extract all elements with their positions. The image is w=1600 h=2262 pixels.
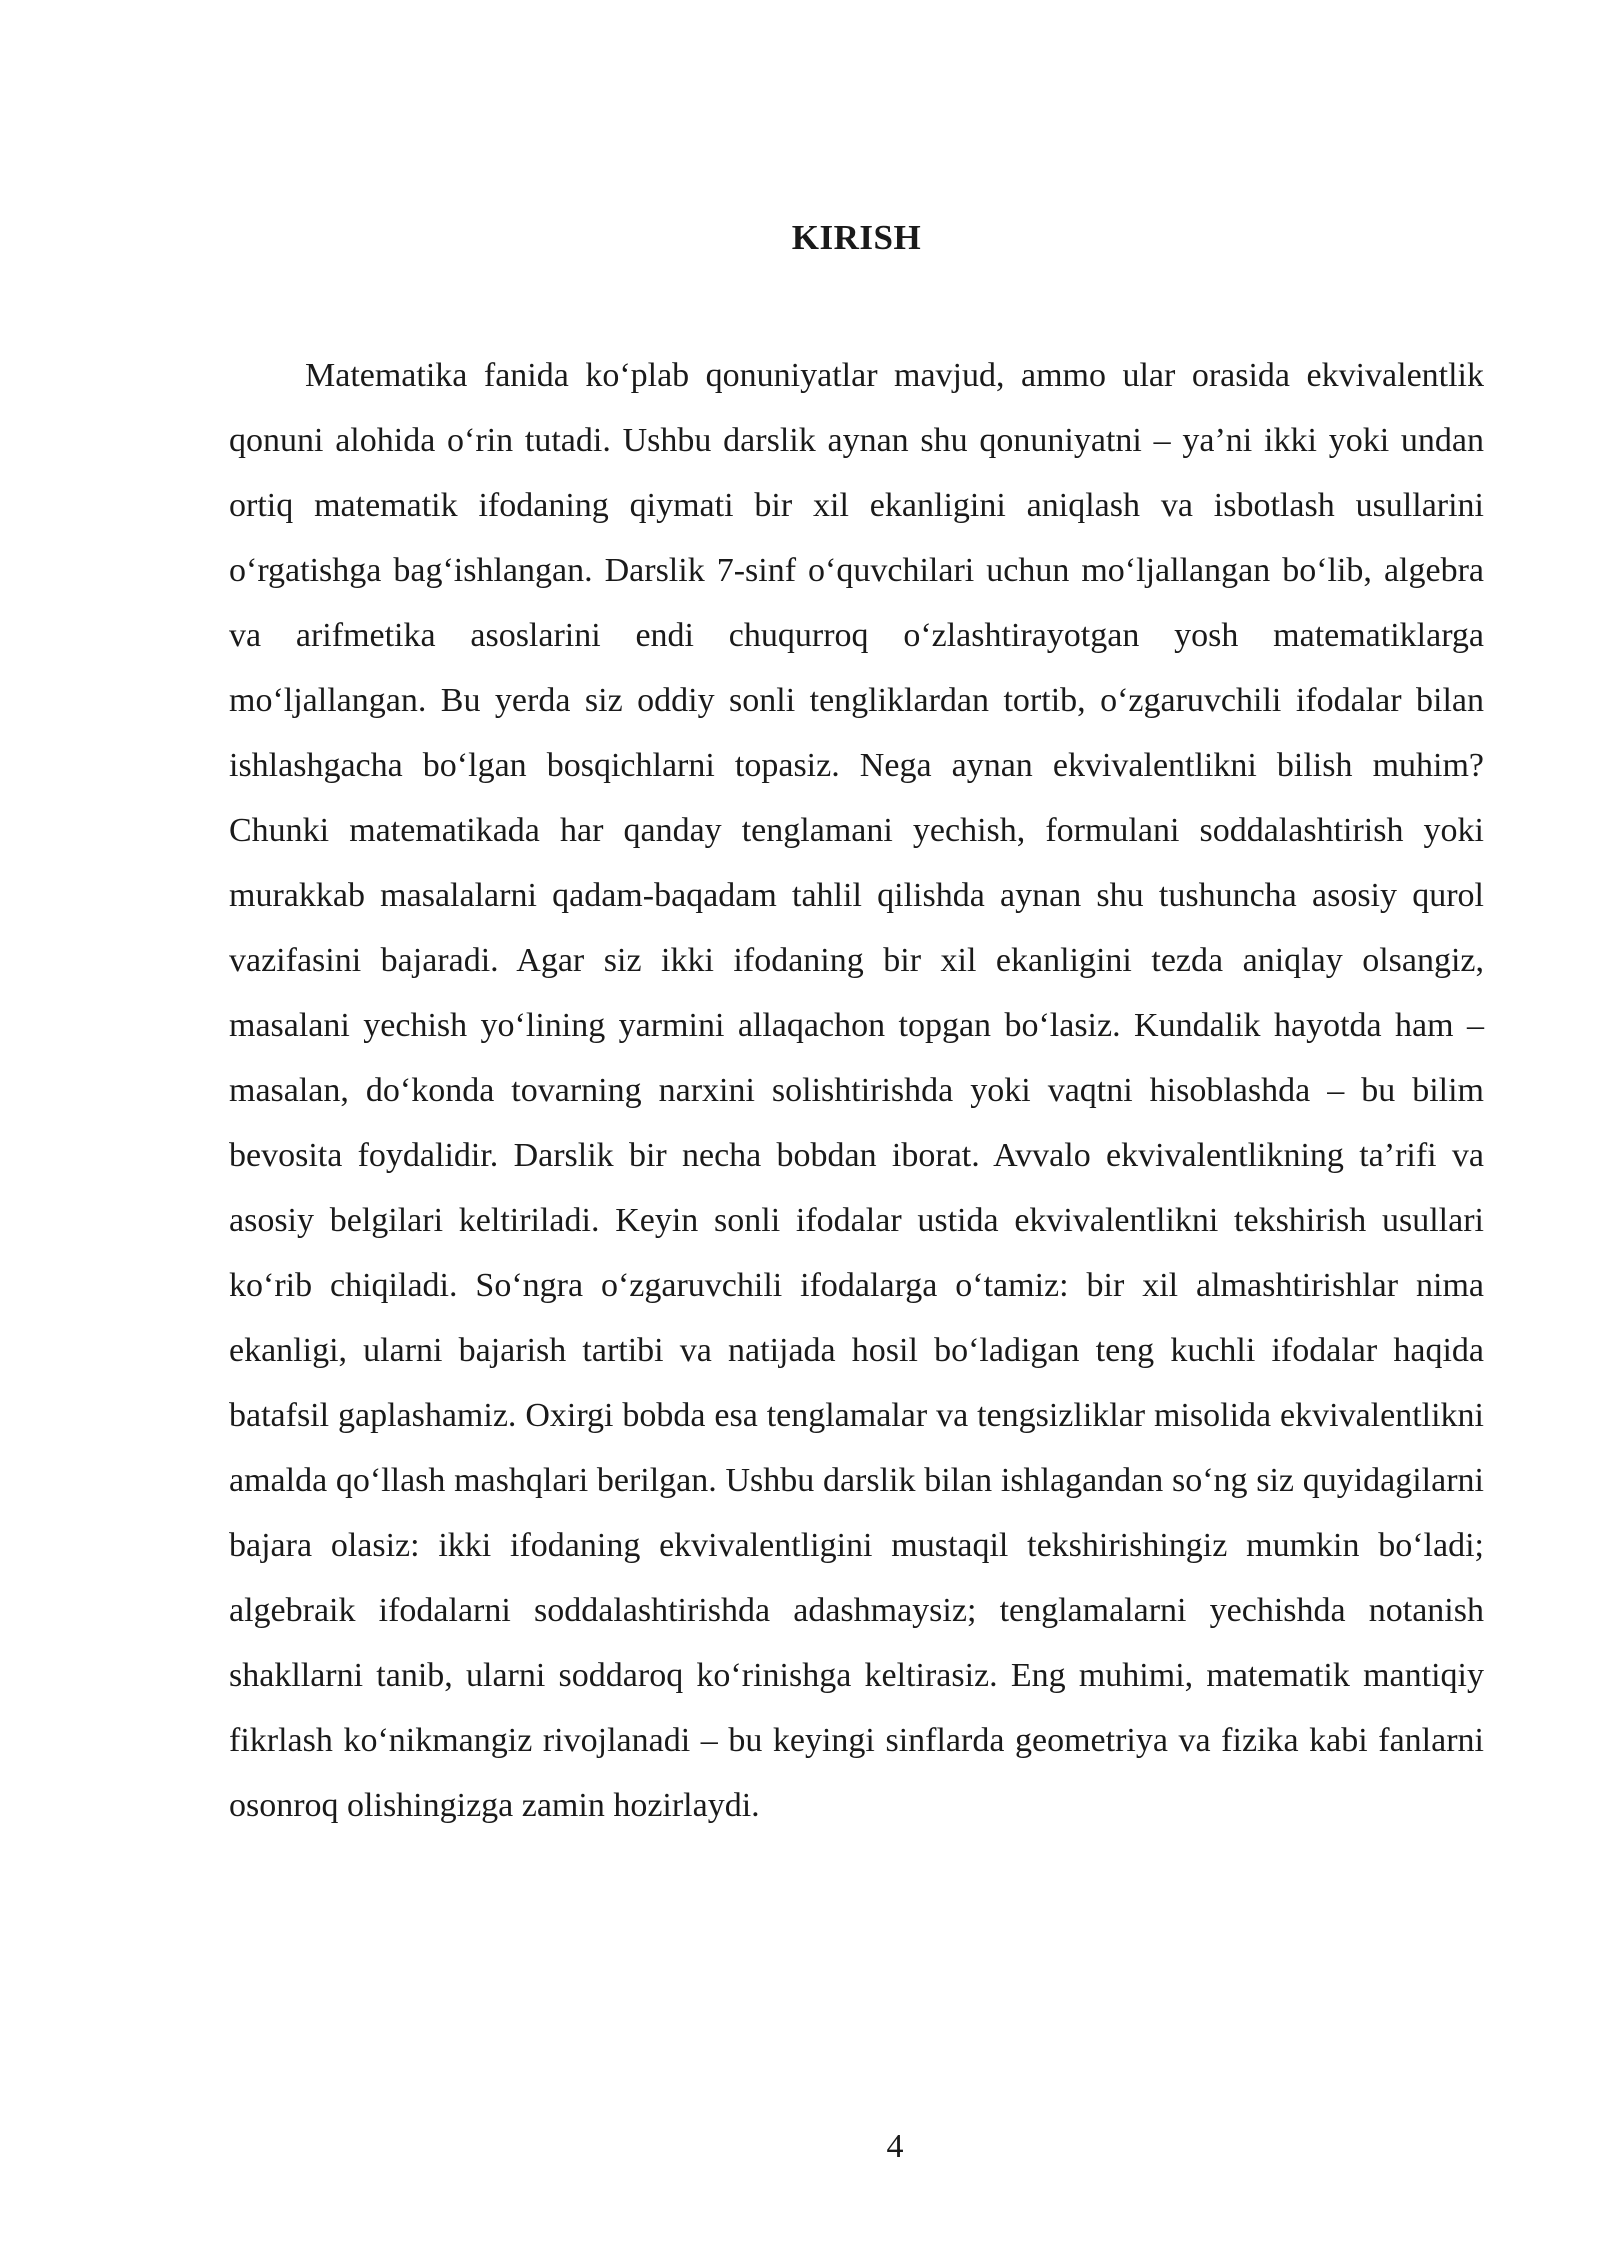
paragraph: Matematika fanida ko‘plab qonuniyatlar mavjud, ammo ular orasida ekvivalentlik qonuni alohida o‘rin tutadi. Ushbu darslik aynan shu qonuniyatni – ya’ni ikki yoki undan ortiq matematik ifodaning qiymati bir xil ekanligini aniqlash va isbotlash usullarini o‘rgatishga bag‘ishlangan. Darslik 7-sinf o‘quvchilari uchun mo‘ljallangan bo‘lib, algebra va arifmetika asoslarini endi chuqurroq o‘zlashtirayotgan yosh matematiklarga mo‘ljallangan. Bu yerda siz oddiy sonli tengliklardan tortib, o‘zgaruvchili ifodalar bilan ishlashgacha bo‘lgan bosqichlarni topasiz. Nega aynan ekvivalentlikni bilish muhim? Chunki matematikada har qanday tenglamani yechish, formulani soddalashtirish yoki murakkab masalalarni qadam-baqadam tahlil qilishda aynan shu tushuncha asosiy qurol vazifasini bajaradi. Agar siz ikki ifodaning bir xil ekanligini tezda aniqlay olsangiz, masalani yechish yo‘lining yarmini allaqachon topgan bo‘lasiz. Kundalik hayotda ham – masalan, do‘konda tovarning narxini solishtirishda yoki vaqtni hisoblashda – bu bilim bevosita foydalidir. Darslik bir necha bobdan iborat. Avvalo ekvivalentlikning ta’rifi va asosiy belgilari keltiriladi. Keyin sonli ifodalar ustida ekvivalentlikni tekshirish usullari ko‘rib chiqiladi. So‘ngra o‘zgaruvchili ifodalarga o‘tamiz: bir xil almashtirishlar nima ekanligi, ularni bajarish tartibi va natijada hosil bo‘ladigan teng kuchli ifodalar haqida batafsil gaplashamiz. Oxirgi bobda esa tenglamalar va tengsizliklar misolida ekvivalentlikni amalda qo‘llash mashqlari berilgan. Ushbu darslik bilan ishlagandan so‘ng siz quyidagilarni bajara olasiz: ikki ifodaning ekvivalentligini mustaqil tekshirishingiz mumkin bo‘ladi; algebraik ifodalarni soddalashtirishda adashmaysiz; tenglamalarni yechishda notanish shakllarni tanib, ularni soddaroq ko‘rinishga keltirasiz. Eng muhimi, matematik mantiqiy fikrlash ko‘nikmangiz rivojlanadi – bu keyingi sinflarda geometriya va fizika kabi fanlarni osonroq olishingizga zamin hozirlaydi.: [229, 357, 1484, 1824]
page-title: KIRISH: [791, 218, 922, 257]
page-number: 4: [886, 2128, 904, 2165]
body-text: [229, 343, 1484, 1838]
